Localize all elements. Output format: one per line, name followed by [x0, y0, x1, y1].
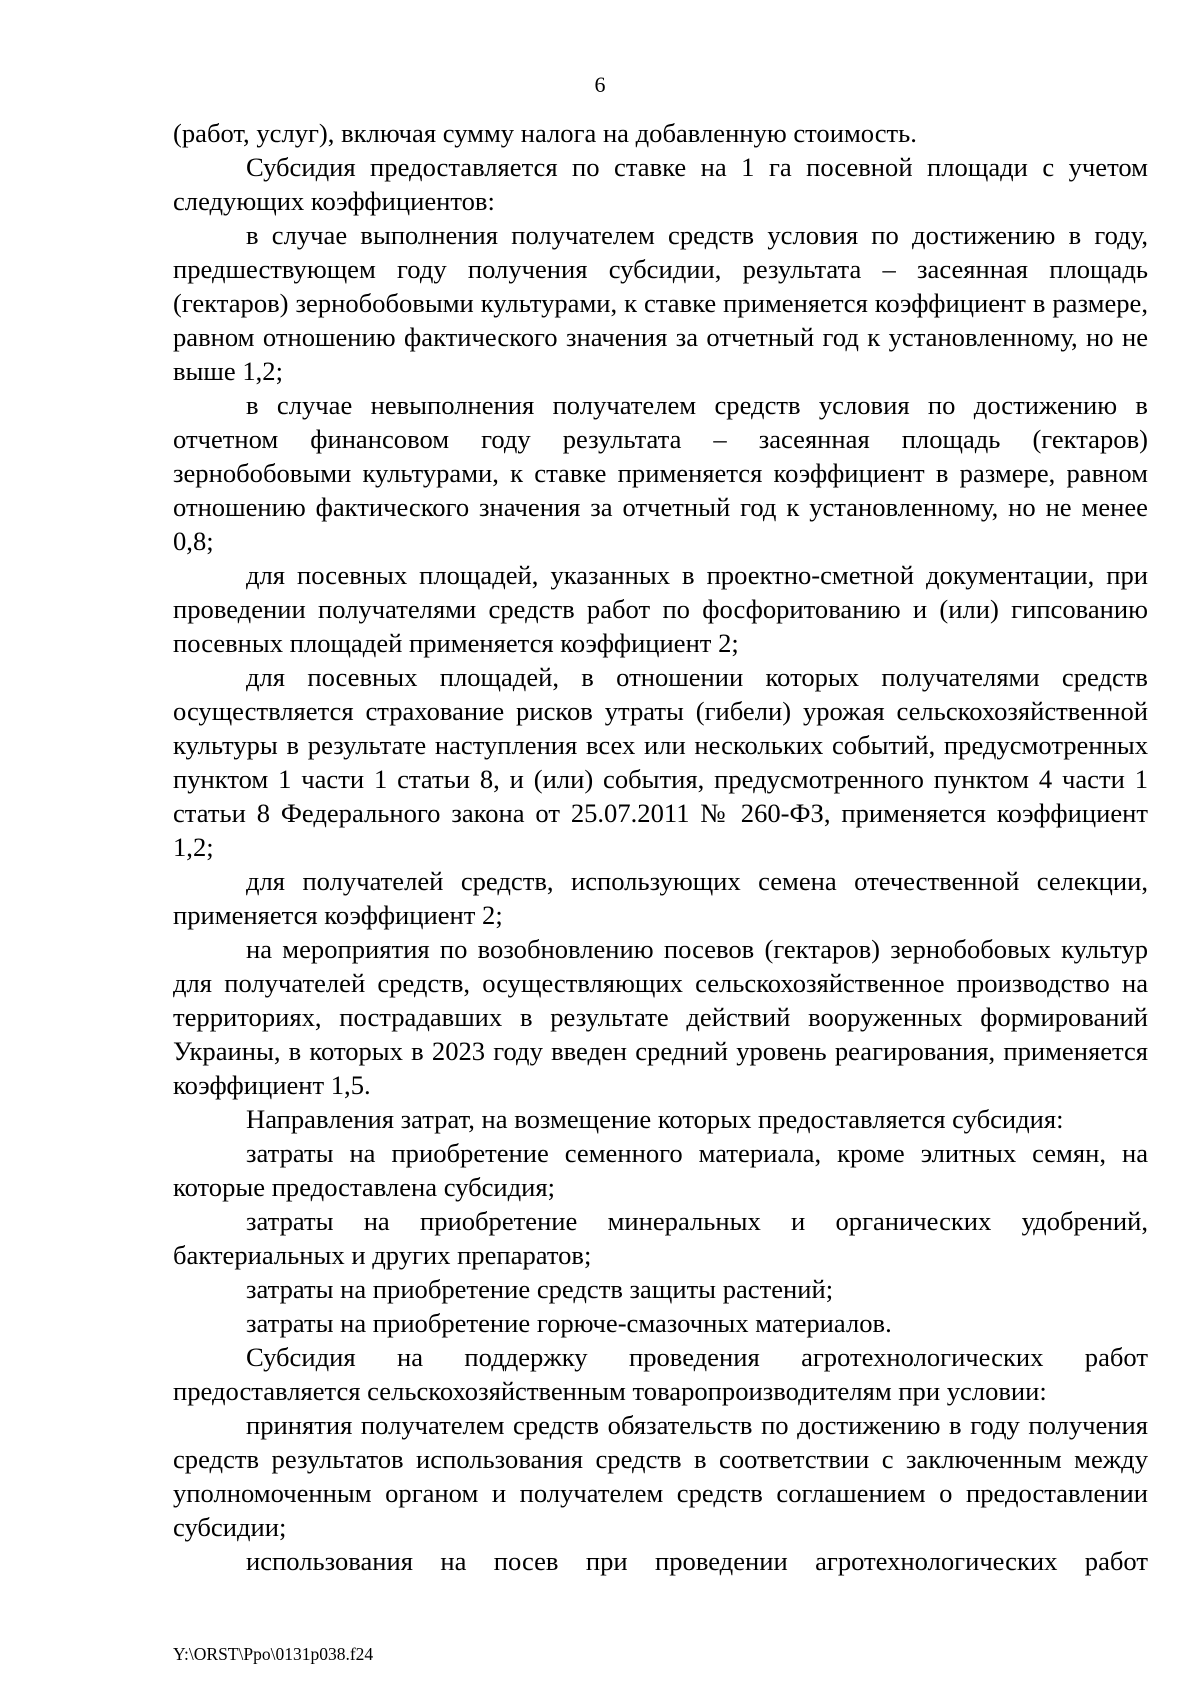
- document-body: [173, 116, 1148, 1578]
- paragraph-subsidy-rate: Субсидия предоставляется по ставке на 1 га посевной площади с учетом следующих коэффициентов:: [173, 152, 1148, 216]
- paragraph-coefficient-phosphoriting: для посевных площадей, указанных в проектно-сметной документации, при проведении получателями средств работ по фосфоритованию и (или) гипсованию посевных площадей применяется коэффициент 2;: [173, 560, 1148, 658]
- paragraph-subsidy-conditions: Субсидия на поддержку проведения агротехнологических работ предоставляется сельскохозяйственным товаропроизводителям при условии:: [173, 1342, 1148, 1406]
- footer-file-path: Y:\ORST\Ppo\0131p038.f24: [173, 1644, 374, 1664]
- paragraph-cost-plant-protection: затраты на приобретение средств защиты растений;: [246, 1274, 834, 1304]
- paragraph-coefficient-affected-territories: на мероприятия по возобновлению посевов (гектаров) зернобобовых культур для получателей средств, осуществляющих сельскохозяйственное производство на территориях, пострадавших в результате действий вооруженных формирований Украины, в которых в 2023 году введен средний уровень реагирования, применяется коэффициент 1,5.: [173, 934, 1148, 1100]
- paragraph-cost-directions: Направления затрат, на возмещение которых предоставляется субсидия:: [246, 1104, 1064, 1134]
- paragraph-cost-fuel: затраты на приобретение горюче-смазочных материалов.: [246, 1308, 892, 1338]
- paragraph-coefficient-domestic-seeds: для получателей средств, использующих семена отечественной селекции, применяется коэффициент 2;: [173, 866, 1148, 930]
- paragraph-coefficient-fulfilled: в случае выполнения получателем средств условия по достижению в году, предшествующем году получения субсидии, результата – засеянная площадь (гектаров) зернобобовыми культурами, к ставке применяется коэффициент в размере, равном отношению фактического значения за отчетный год к установленному, но не выше 1,2;: [173, 220, 1148, 386]
- paragraph-coefficient-insurance: для посевных площадей, в отношении которых получателями средств осуществляется страхование рисков утраты (гибели) урожая сельскохозяйственной культуры в результате наступления всех или нескольких событий, предусмотренных пунктом 1 части 1 статьи 8, и (или) события, предусмотренного пунктом 4 части 1 статьи 8 Федерального закона от 25.07.2011 № 260-ФЗ, применяется коэффициент 1,2;: [173, 662, 1148, 862]
- paragraph-cost-fertilizers: затраты на приобретение минеральных и органических удобрений, бактериальных и других препаратов;: [173, 1206, 1148, 1270]
- paragraph-condition-sowing: использования на посев при проведении агротехнологических работ: [246, 1546, 1148, 1576]
- paragraph-coefficient-unfulfilled: в случае невыполнения получателем средств условия по достижению в отчетном финансовом году результата – засеянная площадь (гектаров) зернобобовыми культурами, к ставке применяется коэффициент в размере, равном отношению фактического значения за отчетный год к установленному, но не менее 0,8;: [173, 390, 1148, 556]
- paragraph-cost-seeds: затраты на приобретение семенного материала, кроме элитных семян, на которые предоставлена субсидия;: [173, 1138, 1148, 1202]
- paragraph-condition-obligations: принятия получателем средств обязательств по достижению в году получения средств результатов использования средств в соответствии с заключенным между уполномоченным органом и получателем средств соглашением о предоставлении субсидии;: [173, 1410, 1148, 1542]
- page-number: 6: [594, 72, 606, 97]
- paragraph-continuation: (работ, услуг), включая сумму налога на добавленную стоимость.: [173, 118, 917, 148]
